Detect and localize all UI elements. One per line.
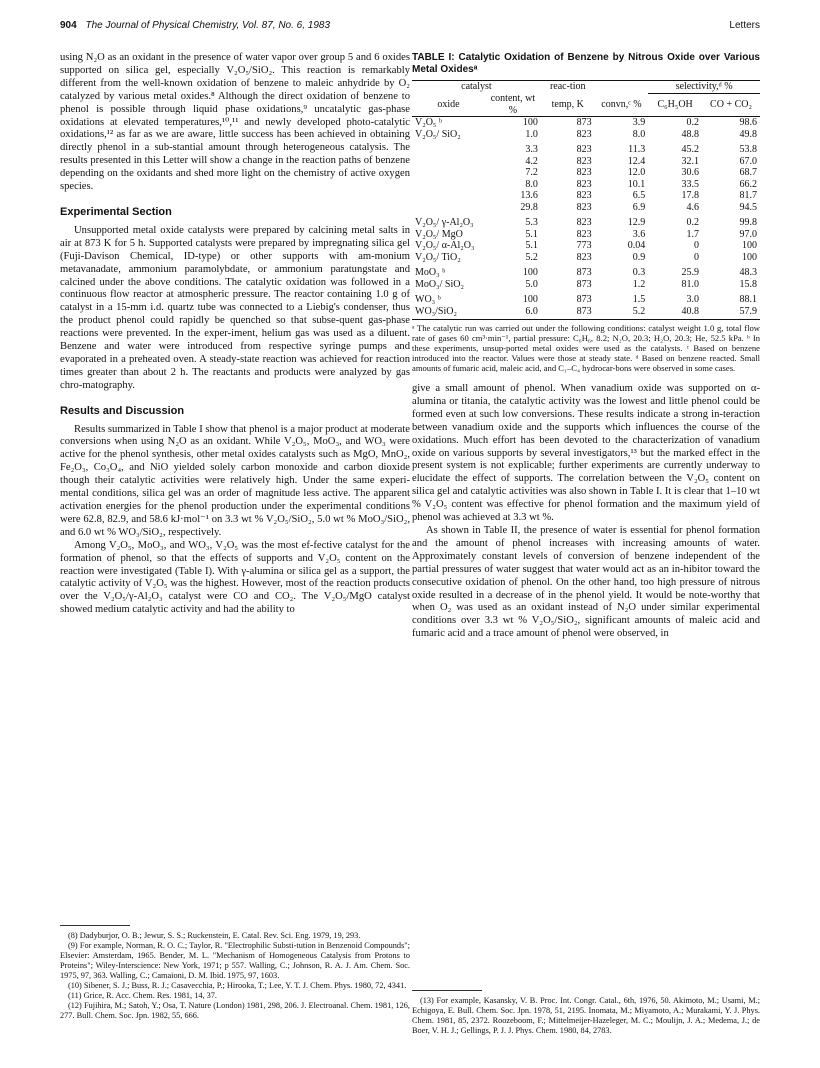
cell-content: 5.1 [525, 228, 538, 240]
table-row [412, 190, 760, 202]
cell-co: 99.8 [739, 217, 757, 228]
cell-convn: 0.04 [627, 240, 646, 251]
cell-oxide: WO₃ ᵇ [415, 294, 441, 305]
footnotes-right [412, 996, 760, 1036]
cell-temp: 873 [576, 294, 592, 305]
cell-phenol: 0 [693, 251, 699, 263]
cell-content: 4.2 [525, 155, 538, 167]
table-row [412, 263, 760, 279]
cell-co: 100 [742, 240, 757, 251]
cell-phenol: 1.7 [686, 228, 699, 240]
cell-temp: 873 [576, 278, 592, 290]
cell-convn: 1.2 [632, 278, 646, 290]
experimental-heading: Experimental Section [60, 205, 172, 218]
cell-convn: 12.0 [627, 167, 646, 178]
table-row [412, 290, 760, 306]
cell-convn: 12.4 [627, 155, 646, 167]
table-caption: TABLE I: Catalytic Oxidation of Benzene by Nitrous Oxide over Various Metal Oxidesᵃ [412, 52, 760, 75]
cell-co: 81.7 [739, 190, 757, 201]
cell-temp: 823 [576, 144, 592, 155]
header-selectivity: selectivity,ᵈ % [648, 81, 760, 94]
table-footnote: ᵃ The catalytic run was carried out under the following conditions: catalyst weight 1.0 g, total flow rate of gases 60 cm³·min⁻¹, partial pressure: C₆H₆, 8.2; N₂O, 20.3; H₂O, 20.3; He, 52.5 kPa. ᵇ In these experiments, unsup-ported metal oxides were used as the catalysts. ᶜ Based on benzene introduced into the reactor. Values were those at steady state. ᵈ Based on benzene reacted. Small amounts of fumaric acid, maleic acid, and C₁–C₄ hydrocar-bons were observed in some cases. [412, 319, 760, 373]
cell-phenol: 3.0 [686, 294, 699, 305]
cell-content: 5.2 [525, 251, 538, 263]
journal-title: The Journal of Physical Chemistry, Vol. 87, No. 6, 1983 [85, 20, 331, 31]
footnote-rule-left [60, 925, 130, 926]
cell-oxide: WO₃/SiO₂ [415, 305, 457, 317]
cell-oxide: V₂O₅/ SiO₂ [415, 128, 461, 140]
cell-oxide: V₂O₅/ TiO₂ [415, 251, 461, 263]
table-row [412, 156, 760, 168]
cell-phenol: 45.2 [681, 144, 699, 155]
header-phenol: C₆H₅OH [648, 93, 702, 117]
footnote-8: (8) Dadyburjor, O. B.; Jewur, S. S.; Ruckenstein, E. Catal. Rev. Sci. Eng. 1979, 19, 293. [68, 931, 361, 940]
cell-phenol: 81.0 [681, 278, 699, 290]
cell-convn: 12.9 [627, 217, 646, 228]
cell-temp: 823 [576, 217, 592, 228]
cell-convn: 0.9 [632, 251, 646, 263]
cell-phenol: 33.5 [681, 178, 699, 190]
cell-convn: 8.0 [632, 128, 646, 140]
cell-phenol: 0.2 [686, 117, 699, 128]
cell-phenol: 4.6 [686, 201, 699, 213]
header-content: content, wt % [485, 93, 541, 117]
cell-temp: 873 [576, 305, 592, 317]
cell-convn: 0.3 [632, 267, 646, 278]
cell-temp: 823 [576, 178, 592, 190]
footnote-13: (13) For example, Kasansky, V. B. Proc. Int. Congr. Catal., 6th, 1976, 50. Akimoto, M.; Usami, M.; Echigoya, E. Bull. Chem. Soc. Jpn. 1978, 51, 2195. Inomata, M.; Miyamoto, A.; Murakami, Y. J. Phys. Chem. 1981, 85, 2372. Roozeboom, F.; Mittelmeijer-Hazeleger, M. C.; Moulijn, J. A.; Medema, J.; de Boer, V. H. J.; Gellings, P. J. J. Phys. Chem. 1980, 84, 2783. [412, 996, 760, 1035]
cell-oxide: V₂O₅ ᵇ [415, 117, 443, 128]
footnotes-left [60, 931, 410, 1021]
table-1 [412, 80, 760, 317]
right-paragraph-1: give a small amount of phenol. When vanadium oxide was supported on α-alumina or titania, the catalytic activity was the lowest and little phenol could be formed even at such low conversions. These results indicate a strong in-teraction between vanadium oxide and the supports which influences the course of the oxidations. Much effort has been devoted to the characterization of vanadium oxide on various supports by several investigators,¹³ but the marked effect in the present system is not explicable; further experiments are currently underway to elucidate the effect of supports. The correlation between the V₂O₅ content on silica gel and catalytic activities was also shown in Table I. It is clear that 1–10 wt % V₂O₅ content was effective for phenol formation and the maximum yield of phenol was achieved at 3.3 wt %. [412, 383, 760, 524]
cell-phenol: 48.8 [681, 128, 699, 140]
cell-temp: 823 [576, 201, 592, 213]
cell-convn: 11.3 [628, 144, 646, 155]
cell-content: 100 [522, 294, 538, 305]
cell-convn: 6.5 [632, 190, 646, 201]
cell-temp: 823 [576, 155, 592, 167]
header-catalyst: catalyst [412, 81, 541, 94]
page-number: 904 [60, 20, 77, 31]
cell-temp: 823 [576, 167, 592, 178]
header-temp: temp, K [541, 93, 595, 117]
footnote-rule-right [412, 990, 482, 991]
cell-temp: 823 [576, 190, 592, 201]
cell-temp: 773 [576, 240, 592, 251]
cell-co: 100 [742, 251, 757, 263]
cell-co: 49.8 [739, 128, 757, 140]
footnote-10: (10) Sibener, S. J.; Buss, R. J.; Casavecchia, P.; Hirooka, T.; Lee, Y. T. J. Chem. Phys. 1980, 72, 4341. [68, 981, 407, 990]
table-row [412, 117, 760, 129]
cell-convn: 3.9 [632, 117, 646, 128]
cell-content: 1.0 [525, 128, 538, 140]
cell-oxide [412, 202, 485, 214]
header-convn: convn,ᶜ % [595, 93, 649, 117]
intro-paragraph: using N₂O as an oxidant in the presence of water vapor over group 5 and 6 oxides supported on silica gel, especially V₂O₅/SiO₂. This reaction is remarkably different from the well-known oxidation of benzene to maleic anhydride by O₂ catalyzed by various metal oxides.⁸ Although the direct oxidation of benzene to phenol is possible through liquid phase oxidations,⁹ uncatalytic gas-phase oxidations at elevated temperatures,¹⁰,¹¹ and newly developed photo-catalytic oxidations,¹² as far as we are aware, little success has been achieved in obtaining directly phenol in a sub-stantial amount through heterogeneous catalysis. The results presented in this Letter will show a change in the reaction paths of benzene depending on the oxidants and shed more light on the chemistry of active oxygen species. [60, 52, 410, 193]
section-label: Letters [729, 20, 760, 31]
cell-co: 15.8 [739, 278, 757, 290]
cell-convn: 3.6 [632, 228, 646, 240]
cell-phenol: 17.8 [681, 190, 699, 201]
table-row [412, 167, 760, 179]
cell-temp: 823 [576, 128, 592, 140]
cell-content: 5.1 [525, 240, 538, 251]
cell-content: 6.0 [525, 305, 538, 317]
results-paragraph-2: Among V₂O₅, MoO₃, and WO₃, V₂O₅ was the most ef-fective catalyst for the formation of phenol, so that the effects of supports and V₂O₅ content on the reaction were investigated (Table I). With γ-alumina or silica gel as a support, the catalytic activity of V₂O₅ was the highest. However, most of the reaction products over the V₂O₅/γ-Al₂O₃ catalyst were CO and CO₂. The V₂O₅/MgO catalyst showed medium catalytic activity and had the ability to [60, 539, 410, 616]
cell-phenol: 0.2 [686, 217, 699, 228]
cell-content: 13.6 [520, 190, 538, 201]
results-paragraph-1: Results summarized in Table I show that phenol is a major product at moderate conversions when using N₂O as an oxidant. While V₂O₅, MoO₃, and WO₃ were active for the phenol synthesis, other metal oxides catalysts such as MgO, MnO₂, Fe₂O₃, Co₃O₄, and NiO yielded solely carbon monoxide and carbon dioxide though their catalytic activities were relatively high. Under the same experi-mental conditions, silica gel was an order of magnitude less active. The apparent activation energies for the phenol production under the experimental conditions were 62.8, 82.9, and 58.6 kJ·mol⁻¹ on 3.3 wt % V₂O₅/SiO₂, 5.0 wt % MoO₃/SiO₂, and 6.0 wt % WO₃/SiO₂, respectively. [60, 423, 410, 538]
table-row [412, 179, 760, 191]
cell-content: 8.0 [525, 178, 538, 190]
right-column [412, 52, 760, 641]
cell-co: 94.5 [739, 201, 757, 213]
cell-content: 100 [522, 267, 538, 278]
cell-oxide: V₂O₅/ γ-Al₂O₃ [415, 217, 474, 228]
cell-phenol: 32.1 [681, 155, 699, 167]
cell-phenol: 40.8 [681, 305, 699, 317]
footnote-12: (12) Fujihira, M.; Satoh, Y.; Osa, T. Nature (London) 1981, 298, 206. J. Electroanal. Chem. 1981, 126, 277. Bull. Chem. Soc. Jpn. 1982, 55, 666. [60, 1001, 410, 1020]
cell-content: 3.3 [525, 144, 538, 155]
running-header [60, 20, 760, 31]
cell-temp: 823 [576, 228, 592, 240]
cell-oxide [412, 167, 485, 179]
table-row [412, 279, 760, 291]
cell-oxide [412, 179, 485, 191]
cell-convn: 5.2 [632, 305, 646, 317]
cell-convn: 10.1 [627, 178, 646, 190]
header-reaction: reac-tion [541, 81, 595, 94]
footnote-11: (11) Grice, R. Acc. Chem. Res. 1981, 14, 37. [68, 991, 218, 1000]
cell-co: 88.1 [739, 294, 757, 305]
table-row [412, 202, 760, 214]
header-left [60, 20, 330, 31]
cell-temp: 873 [576, 117, 592, 128]
cell-phenol: 0 [693, 240, 699, 251]
cell-co: 98.6 [739, 117, 757, 128]
table-row [412, 213, 760, 229]
cell-oxide [412, 156, 485, 168]
cell-oxide [412, 140, 485, 156]
experimental-paragraph: Unsupported metal oxide catalysts were prepared by calcining metal salts in air at 873 K for 5 h. Supported catalysts were prepared by impregnating silica gel (Fuji-Davison Chemical, ID-type) or other supports with am-monium metavanadate, ammonium paramolybdate, or ammonium paratungstate and calcined under the above conditions. The catalytic oxidation was followed in a continuous flow reactor at atmospheric pressure. The reactor containing 1.0 g of catalyst in a 15-mm i.d. quartz tube was connected to a Liebig's condenser, thus the product phenol could rapidly be quenched so that subse-quent gas-phase reactions were prevented. In the exper-iment, helium gas was used as a diluent. Benzene and water were introduced from respective syringe pumps and evaporated in a preheated oven. A steady-state reaction was achieved for reaction times greater than about 2 h. The reactants and products were analyzed by gas chro-matography. [60, 224, 410, 391]
cell-content: 5.3 [525, 217, 538, 228]
cell-phenol: 25.9 [681, 267, 699, 278]
cell-content: 29.8 [520, 201, 538, 213]
cell-co: 68.7 [739, 167, 757, 178]
cell-co: 57.9 [739, 305, 757, 317]
cell-oxide: V₂O₅/ MgO [415, 228, 463, 240]
cell-phenol: 30.6 [681, 167, 699, 178]
cell-co: 48.3 [739, 267, 757, 278]
table-row [412, 252, 760, 264]
table-body [412, 117, 760, 318]
left-column [60, 52, 410, 617]
cell-content: 100 [522, 117, 538, 128]
table-row [412, 129, 760, 141]
results-heading: Results and Discussion [60, 404, 185, 417]
cell-temp: 873 [576, 267, 592, 278]
cell-temp: 823 [576, 251, 592, 263]
header-co: CO + CO₂ [702, 93, 760, 117]
header-oxide: oxide [412, 93, 485, 117]
footnote-9: (9) For example, Norman, R. O. C.; Taylor, R. "Electrophilic Substi-tution in Benzenoid Compounds"; Elsevier: Amsterdam, 1965. Bender, M. L. "Mechanism of Homogeneous Catalysis from Protons to Proteins"; Wiley-Interscience: New York, 1971; p 557. Walling, C.; Johnson, R. A. J. Am. Chem. Soc. 1975, 97, 363. Walling, C.; Camaioni, D. M. Ibid. 1975, 97, 1603. [60, 941, 410, 980]
table-row [412, 240, 760, 252]
cell-co: 66.2 [739, 178, 757, 190]
cell-content: 5.0 [525, 278, 538, 290]
right-paragraph-2: As shown in Table II, the presence of water is essential for phenol formation and the amount of phenol increases with increasing amounts of water. Approximately constant levels of conversion of benzene independent of the partial pressures of water suggest that water would act as an in-hibitor toward the consecutive oxidation of phenol. On the other hand, too high pressure of nitrous oxide resulted in a decrease of in the phenol yield. It would be note-worthy that when O₂ was used as an oxidant instead of N₂O under similar experimental conditions over 3.3 wt % V₂O₅/SiO₂, significant amounts of maleic acid and fumaric acid and a trace amount of phenol were observed, in [412, 524, 760, 640]
cell-convn: 1.5 [632, 294, 646, 305]
cell-convn: 6.9 [632, 201, 646, 213]
cell-oxide: MoO₃/ SiO₂ [415, 278, 464, 290]
cell-co: 67.0 [739, 155, 757, 167]
cell-co: 53.8 [739, 144, 757, 155]
cell-oxide: MoO₃ ᵇ [415, 267, 446, 278]
cell-content: 7.2 [525, 167, 538, 178]
table-row [412, 306, 760, 318]
cell-oxide [412, 190, 485, 202]
cell-oxide: V₂O₅/ α-Al₂O₃ [415, 240, 475, 251]
table-row [412, 140, 760, 156]
cell-co: 97.0 [739, 228, 757, 240]
table-row [412, 229, 760, 241]
